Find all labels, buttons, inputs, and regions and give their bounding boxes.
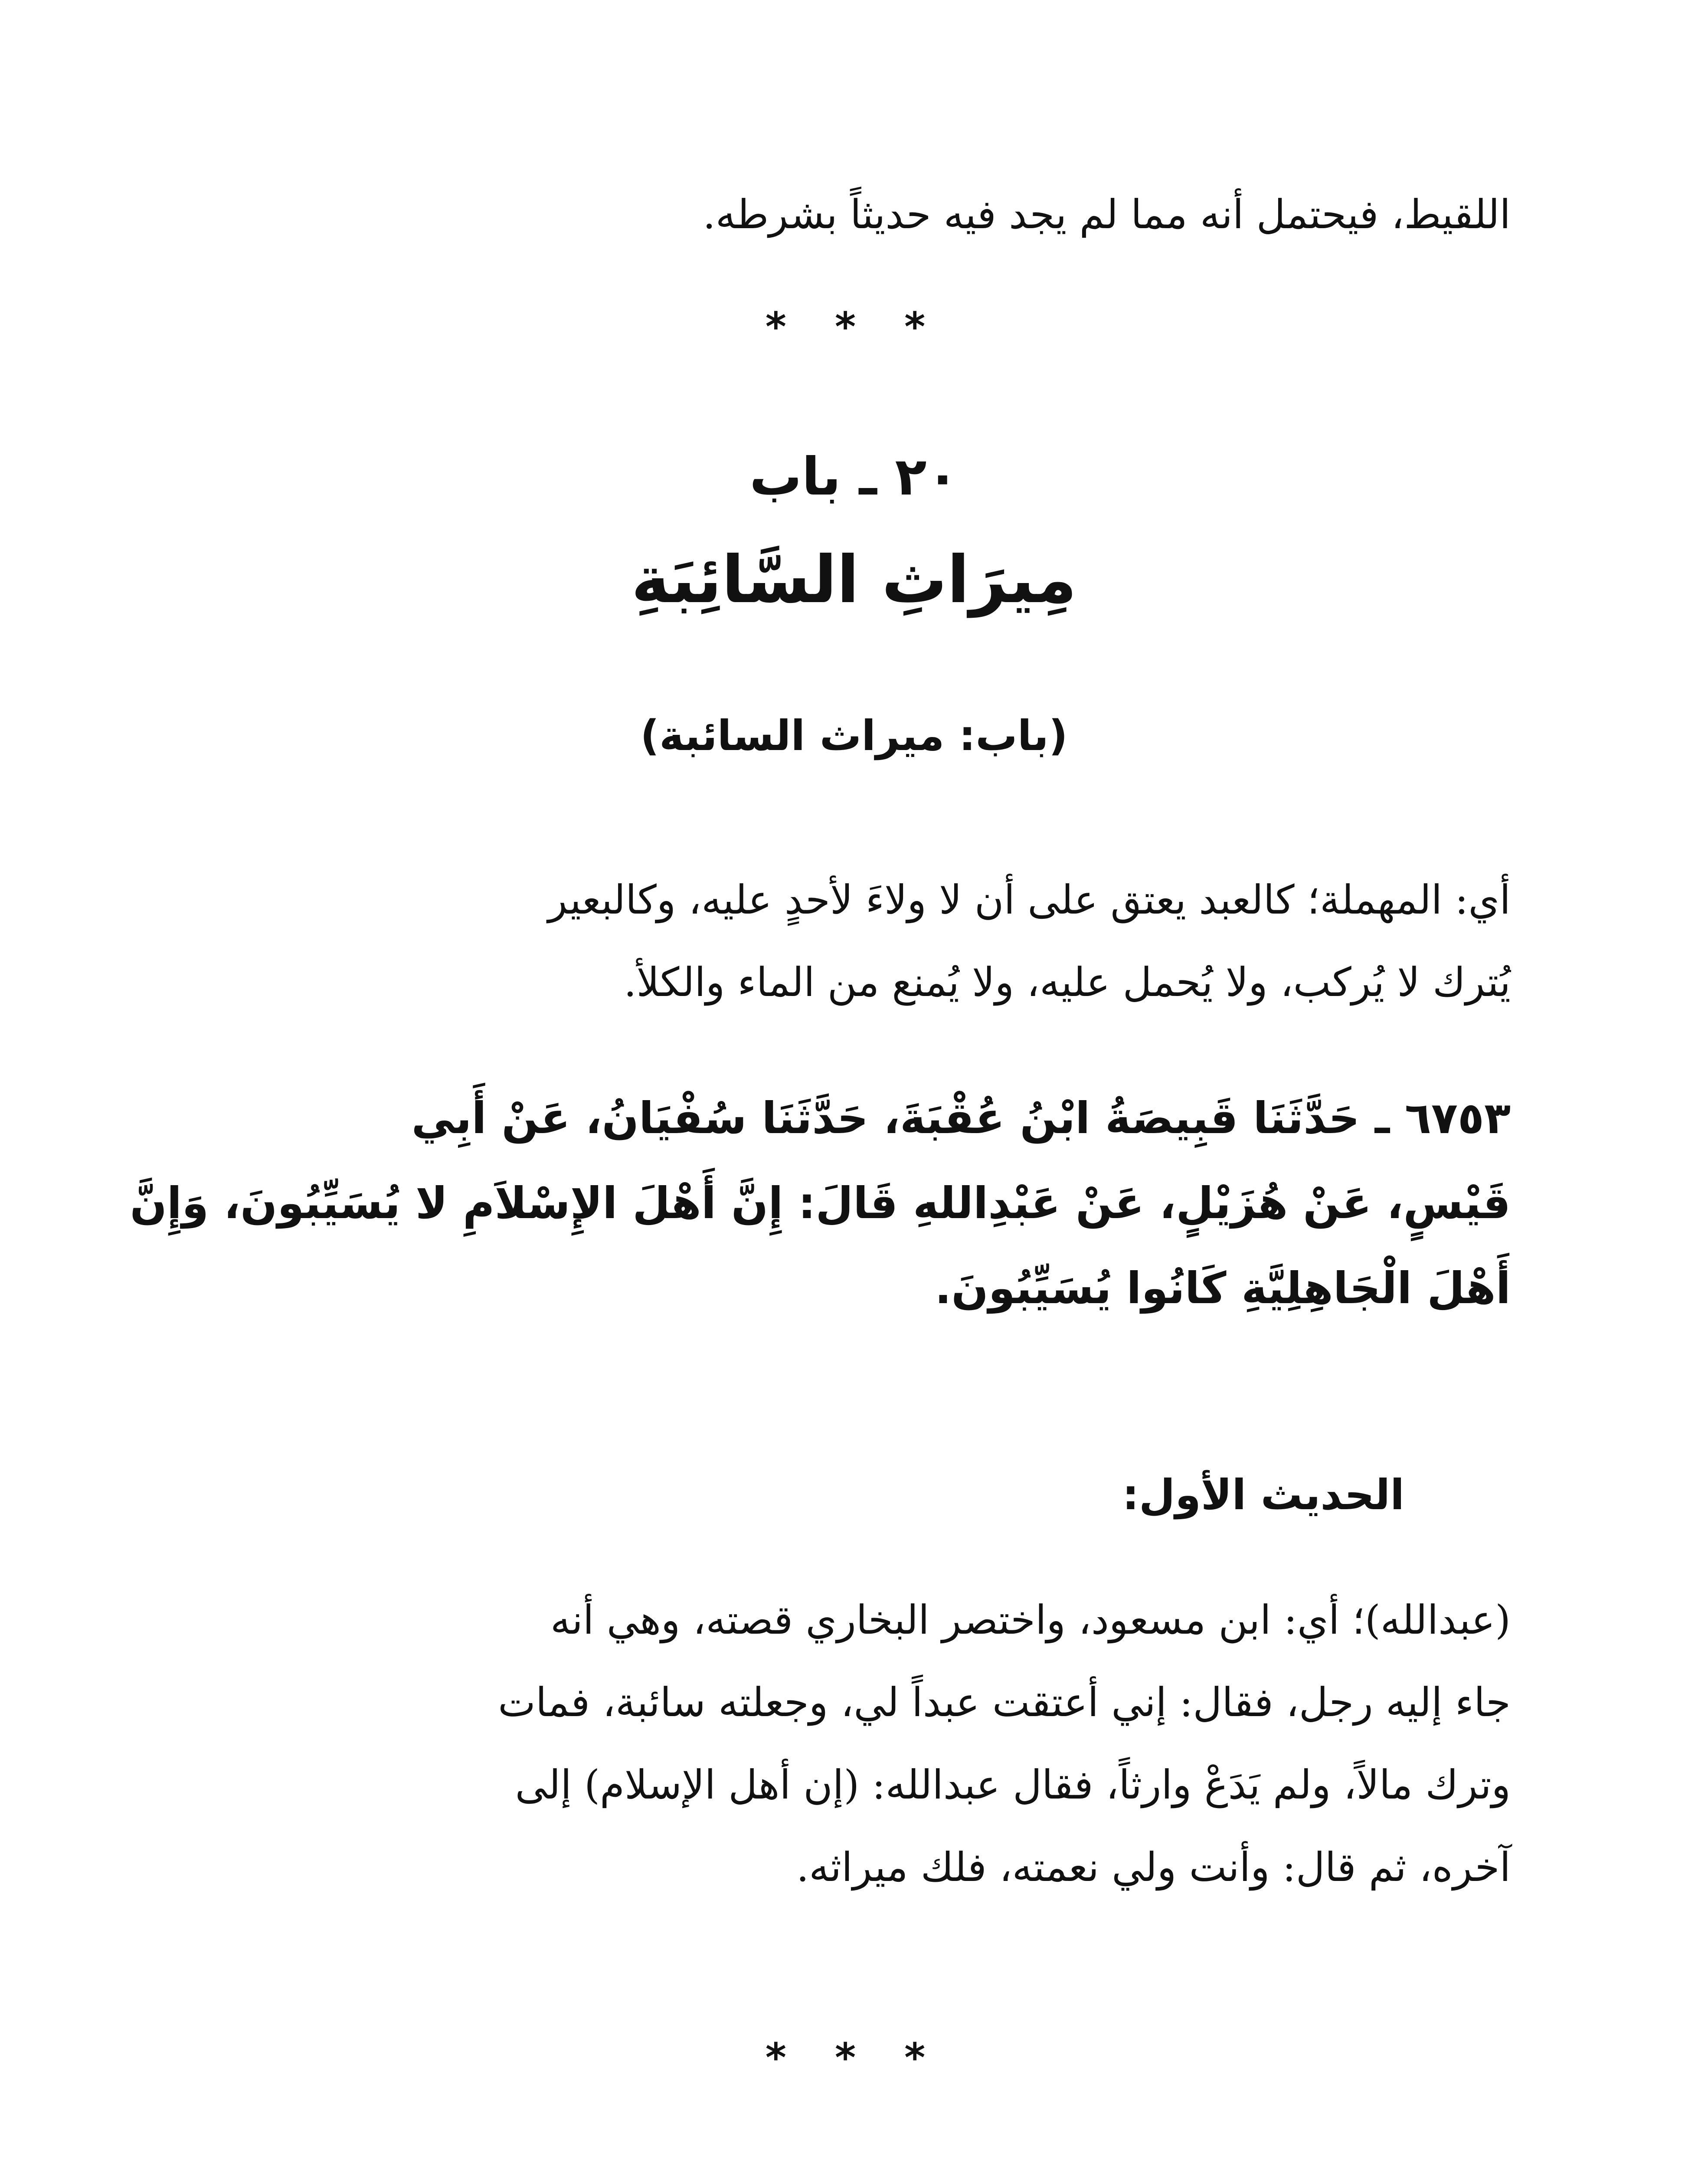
hadith-6753-line-2: قَيْسٍ، عَنْ هُزَيْلٍ، عَنْ عَبْدِاللهِ قَالَ: إِنَّ أَهْلَ الإِسْلاَمِ لا يُسَيِّبُونَ، وَإِنَّ xyxy=(130,1178,1511,1229)
opening-line: اللقيط، فيحتمل أنه مما لم يجد فيه حديثاً بشرطه. xyxy=(703,191,1511,238)
intro-line-2: يُترك لا يُركب، ولا يُحمل عليه، ولا يُمنع من الماء والكلأ. xyxy=(624,959,1511,1006)
section-separator-2: * * * xyxy=(765,2035,943,2081)
section-separator: * * * xyxy=(765,304,943,350)
hadith-6753 xyxy=(130,1076,1511,1331)
intro-paragraph xyxy=(201,859,1511,1024)
commentary-line-2: جاء إليه رجل، فقال: إني أعتقت عبداً لي، وجعلته سائبة، فمات xyxy=(498,1679,1511,1726)
chapter-number: ٢٠ ـ باب xyxy=(749,447,959,507)
commentary-line-4: آخره، ثم قال: وأنت ولي نعمته، فلك ميراثه. xyxy=(796,1844,1511,1891)
hadith-6753-line-3: أَهْلَ الْجَاهِلِيَّةِ كَانُوا يُسَيِّبُونَ. xyxy=(935,1263,1511,1314)
commentary-line-3: وترك مالاً، ولم يَدَعْ وارثاً، فقال عبدالله: (إن أهل الإسلام) إلى xyxy=(515,1762,1511,1808)
hadith-6753-line-1: ٦٧٥٣ ـ حَدَّثَنَا قَبِيصَةُ ابْنُ عُقْبَةَ، حَدَّثَنَا سُفْيَانُ، عَنْ أَبِي xyxy=(411,1093,1511,1143)
opening-paragraph xyxy=(201,174,1511,256)
commentary-heading: الحديث الأول: xyxy=(1122,1471,1404,1519)
commentary-paragraph xyxy=(201,1579,1511,1909)
intro-line-1: أي: المهملة؛ كالعبد يعتق على أن لا ولاءَ لأحدٍ عليه، وكالبعير xyxy=(548,877,1511,923)
chapter-subtitle: (باب: ميراث السائبة) xyxy=(640,711,1068,760)
chapter-title: مِيرَاثِ السَّائِبَةِ xyxy=(631,542,1077,618)
commentary-line-1: (عبدالله)؛ أي: ابن مسعود، واختصر البخاري قصته، وهي أنه xyxy=(550,1597,1511,1643)
